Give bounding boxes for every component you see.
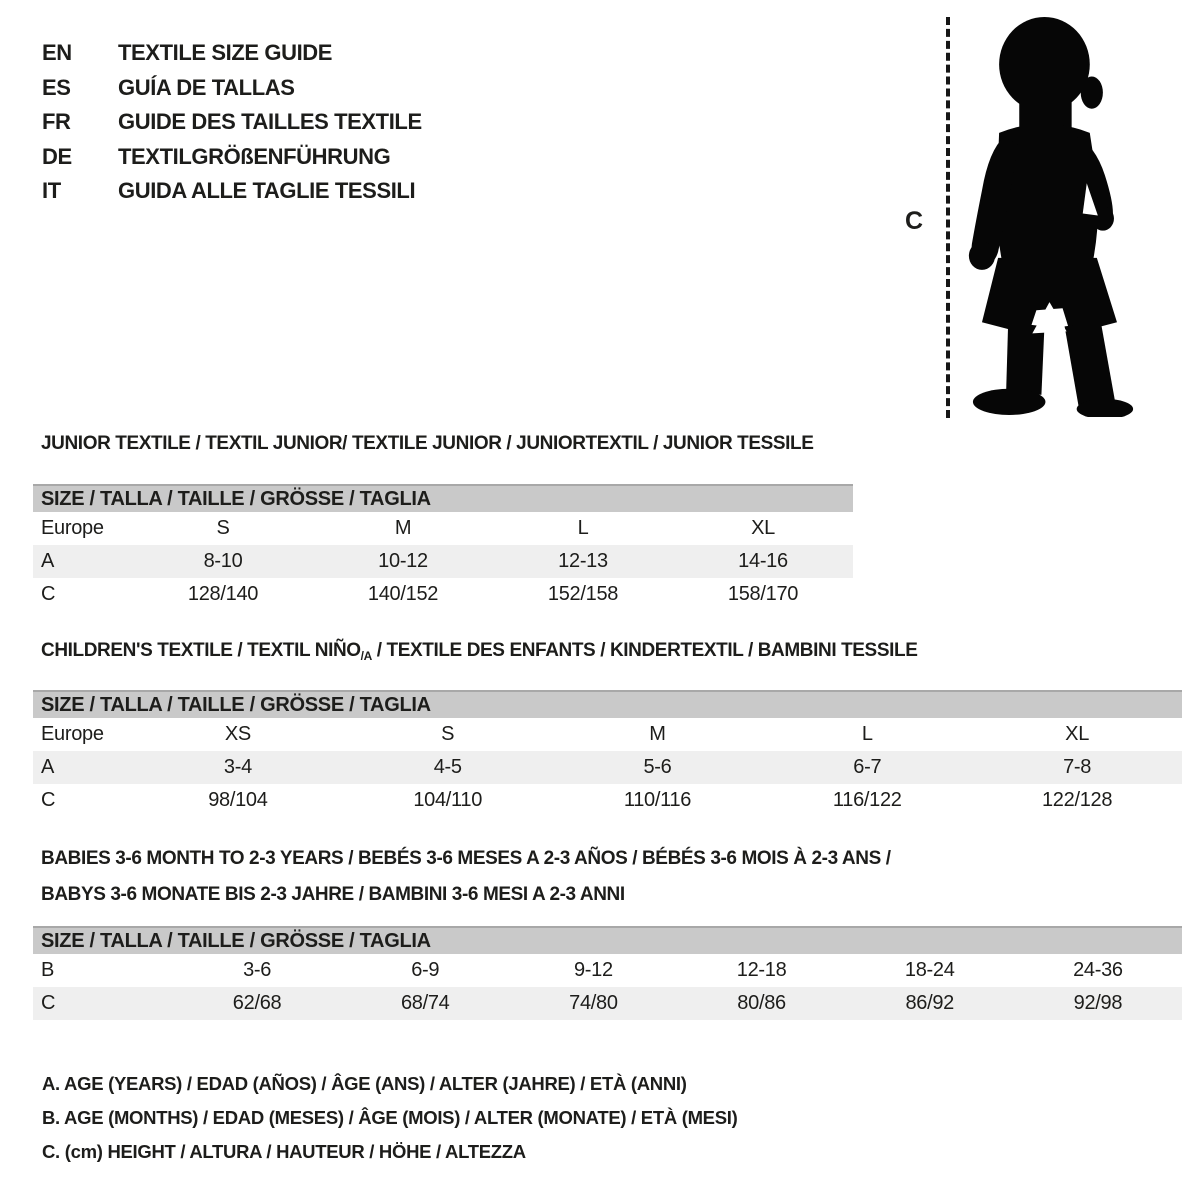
language-label: TEXTILE SIZE GUIDE bbox=[118, 40, 333, 66]
height-cell: 122/128 bbox=[1041, 789, 1113, 811]
height-cell: 152/158 bbox=[547, 583, 619, 605]
age-cell: 12-18 bbox=[736, 959, 787, 981]
height-cell: 158/170 bbox=[727, 583, 799, 605]
table-row bbox=[33, 718, 1182, 751]
table-row bbox=[33, 987, 1182, 1020]
size-cell: XL bbox=[751, 517, 775, 539]
row-label-cell: A bbox=[41, 756, 55, 778]
row-label-cell: C bbox=[41, 992, 56, 1014]
legend-line-height: C. (cm) HEIGHT / ALTURA / HAUTEUR / HÖHE / ALTEZZA bbox=[42, 1141, 526, 1162]
babies-section-title-line2: BABYS 3-6 MONATE BIS 2-3 JAHRE / BAMBINI 3-6 MESI A 2-3 ANNI bbox=[41, 884, 625, 905]
row-label-cell: Europe bbox=[41, 517, 104, 539]
row-label-cell: Europe bbox=[41, 723, 104, 745]
height-cell: 140/152 bbox=[367, 583, 439, 605]
height-measure-dashed-line bbox=[946, 17, 950, 418]
language-label: GUIDA ALLE TAGLIE TESSILI bbox=[118, 178, 416, 204]
table-row bbox=[33, 751, 1182, 784]
language-list bbox=[42, 36, 422, 209]
table-row bbox=[33, 545, 853, 578]
children-title-part: CHILDREN'S TEXTILE / TEXTIL NIÑO bbox=[41, 640, 361, 661]
table-row bbox=[33, 784, 1182, 817]
table-row bbox=[33, 512, 853, 545]
toddler-silhouette-icon bbox=[963, 14, 1141, 417]
babies-size-table bbox=[33, 926, 1182, 1020]
height-cell: 116/122 bbox=[832, 789, 902, 811]
age-cell: 7-8 bbox=[1063, 756, 1092, 778]
table-row bbox=[33, 578, 853, 611]
size-table-header: SIZE / TALLA / TAILLE / GRÖSSE / TAGLIA bbox=[33, 926, 1182, 954]
row-label-cell: B bbox=[41, 959, 55, 981]
language-label: GUÍA DE TALLAS bbox=[118, 74, 295, 100]
size-cell: S bbox=[216, 517, 230, 539]
language-row bbox=[42, 71, 422, 106]
size-table-header: SIZE / TALLA / TAILLE / GRÖSSE / TAGLIA bbox=[33, 690, 1182, 718]
legend-line-age-months: B. AGE (MONTHS) / EDAD (MESES) / ÂGE (MOIS) / ALTER (MONATE) / ETÀ (MESI) bbox=[42, 1107, 738, 1128]
height-measure-label: C bbox=[905, 207, 924, 235]
height-cell: 74/80 bbox=[569, 992, 618, 1014]
size-cell: L bbox=[577, 517, 589, 539]
age-cell: 4-5 bbox=[433, 756, 462, 778]
size-cell: XL bbox=[1065, 723, 1090, 745]
age-cell: 24-36 bbox=[1073, 959, 1123, 981]
row-label-cell: A bbox=[41, 550, 55, 572]
legend-line-age-years: A. AGE (YEARS) / EDAD (AÑOS) / ÂGE (ANS) / ALTER (JAHRE) / ETÀ (ANNI) bbox=[42, 1073, 687, 1094]
age-cell: 9-12 bbox=[573, 959, 613, 981]
row-label-cell: C bbox=[41, 583, 56, 605]
height-cell: 62/68 bbox=[232, 992, 282, 1014]
height-cell: 110/116 bbox=[623, 789, 692, 811]
age-cell: 8-10 bbox=[203, 550, 243, 572]
language-code: FR bbox=[42, 109, 71, 135]
age-cell: 3-4 bbox=[223, 756, 252, 778]
height-cell: 128/140 bbox=[187, 583, 259, 605]
language-label: GUIDE DES TAILLES TEXTILE bbox=[118, 109, 422, 135]
junior-section-title: JUNIOR TEXTILE / TEXTIL JUNIOR/ TEXTILE JUNIOR / JUNIORTEXTIL / JUNIOR TESSILE bbox=[41, 433, 814, 454]
table-row bbox=[33, 954, 1182, 987]
height-cell: 98/104 bbox=[208, 789, 268, 811]
language-code: DE bbox=[42, 143, 72, 169]
age-cell: 6-9 bbox=[411, 959, 440, 981]
junior-size-table bbox=[33, 484, 853, 611]
measure-legend bbox=[42, 1073, 737, 1175]
row-label-cell: C bbox=[41, 789, 56, 811]
age-cell: 3-6 bbox=[243, 959, 272, 981]
language-row bbox=[42, 105, 422, 140]
age-cell: 5-6 bbox=[643, 756, 672, 778]
size-table-header: SIZE / TALLA / TAILLE / GRÖSSE / TAGLIA bbox=[33, 484, 853, 512]
height-cell: 68/74 bbox=[400, 992, 450, 1014]
size-cell: L bbox=[861, 723, 873, 745]
size-cell: S bbox=[441, 723, 455, 745]
language-row bbox=[42, 174, 422, 209]
age-cell: 14-16 bbox=[738, 550, 788, 572]
language-label: TEXTILGRÖßENFÜHRUNG bbox=[118, 143, 391, 169]
children-section-title bbox=[41, 640, 917, 663]
age-cell: 12-13 bbox=[558, 550, 608, 572]
children-size-table bbox=[33, 690, 1182, 817]
age-cell: 6-7 bbox=[853, 756, 882, 778]
height-cell: 92/98 bbox=[1073, 992, 1123, 1014]
height-cell: 104/110 bbox=[413, 789, 483, 811]
size-cell: M bbox=[394, 517, 412, 539]
children-title-part: / TEXTILE DES ENFANTS / KINDERTEXTIL / BAMBINI TESSILE bbox=[371, 640, 918, 661]
children-title-subscript: /A bbox=[360, 649, 372, 663]
age-cell: 18-24 bbox=[904, 959, 955, 981]
language-code: ES bbox=[42, 74, 71, 100]
language-code: EN bbox=[42, 40, 72, 66]
babies-section-title-line1: BABIES 3-6 MONTH TO 2-3 YEARS / BEBÉS 3-6 MESES A 2-3 AÑOS / BÉBÉS 3-6 MOIS À 2-3 ANS / bbox=[41, 848, 891, 869]
size-cell: M bbox=[649, 723, 666, 745]
height-cell: 80/86 bbox=[737, 992, 786, 1014]
language-row bbox=[42, 36, 422, 71]
language-row bbox=[42, 140, 422, 175]
language-code: IT bbox=[42, 178, 61, 204]
height-cell: 86/92 bbox=[905, 992, 955, 1014]
size-cell: XS bbox=[224, 723, 251, 745]
age-cell: 10-12 bbox=[378, 550, 428, 572]
